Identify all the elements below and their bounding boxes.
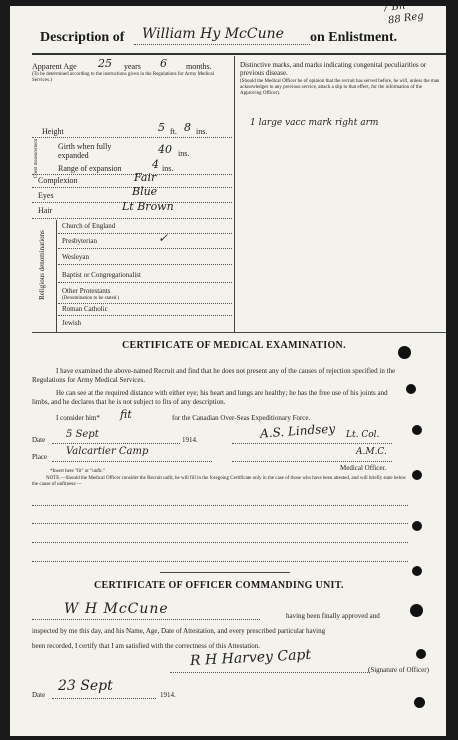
row-rule — [32, 218, 232, 219]
row-rule — [58, 303, 232, 304]
table-bottom-rule — [32, 332, 446, 333]
punch-hole — [414, 697, 425, 708]
corner-note-line2: 88 Reg — [387, 10, 425, 27]
medical-heading: CERTIFICATE OF MEDICAL EXAMINATION. — [122, 340, 346, 351]
header-rule — [32, 53, 446, 55]
row-rule — [58, 233, 232, 234]
height-ft: 5 — [158, 121, 165, 134]
recruit-name: William Hy McCune — [142, 26, 284, 42]
blank-line — [32, 505, 408, 506]
marks-heading: Distinctive marks, and marks indicating congenital peculiarities or previous disease. — [240, 61, 427, 77]
co-text1: having been finally approved and — [286, 612, 380, 620]
hair-label: Hair — [38, 206, 53, 215]
hair-value: Lt Brown — [122, 200, 174, 213]
co-recruit-name: W H McCune — [64, 601, 169, 617]
row-rule — [32, 619, 260, 620]
section-rule — [160, 572, 290, 573]
religion-divider — [56, 220, 57, 332]
row-rule — [232, 461, 392, 462]
corner-note-line1: 7 Bn — [381, 0, 406, 15]
row-rule — [32, 174, 232, 175]
row-rule — [232, 443, 392, 444]
amc-label: A.M.C. — [356, 447, 387, 457]
range-label: Range of expansion — [58, 164, 122, 173]
fit-footnote: *Insert here "fit" or "unfit." — [50, 469, 105, 474]
ins-label-range: ins. — [162, 164, 174, 173]
consider-prefix: I consider him* — [56, 414, 100, 422]
fit-value: fit — [120, 408, 132, 421]
religion-label: Religious denominations — [38, 230, 46, 300]
blank-line — [32, 523, 408, 524]
co-date-value: 23 Sept — [58, 678, 113, 694]
co-signature: R H Harvey Capt — [189, 646, 312, 670]
marks-note: (Should the Medical Officer be of opinion that the recruit has served before, he will, unless the man acknowledges to any previous service, attach a slip to that effect, for the information of the Approving Officer). — [240, 79, 440, 96]
punch-hole — [398, 346, 411, 359]
marks-entry: 1 large vacc mark right arm — [250, 118, 379, 128]
religion-church-of-england: Church of England — [62, 222, 116, 230]
height-in: 8 — [184, 121, 191, 134]
row-rule — [52, 443, 180, 444]
religion-roman-catholic: Roman Catholic — [62, 305, 108, 313]
punch-hole — [412, 521, 422, 531]
row-rule — [52, 461, 212, 462]
row-rule — [170, 672, 370, 673]
row-rule — [58, 282, 232, 283]
range-value: 4 — [152, 158, 159, 171]
table-divider — [234, 56, 235, 332]
medical-para2: He can see at the required distance with either eye; his heart and lungs are healthy; he has the free use of his joints and limbs, and he declares that he is not subject to fits of any description. — [32, 389, 388, 406]
ft-label: ft. — [170, 127, 177, 136]
punch-hole — [406, 384, 416, 394]
medical-officer-signature: A.S. Lindsey — [259, 421, 336, 441]
ins-label-girth: ins. — [178, 149, 190, 158]
unfit-note: NOTE.—Should the Medical Officer consider the Recruit unfit, he will fill in the foregoing Certificate only in the case of those who have been attested, and will briefly state below the cause of unfitness:— — [32, 476, 407, 487]
co-text2: inspected by me this day, and his Name, Age, Date of Attestation, and every prescribed particular having — [32, 627, 326, 635]
complexion-value: Fair — [134, 171, 157, 184]
height-label: Height — [42, 127, 64, 136]
eyes-label: Eyes — [38, 191, 54, 200]
co-text3: been recorded, I certify that I am satisfied with the correctness of this Attestation. — [32, 642, 261, 650]
apparent-age-label: Apparent Age — [32, 62, 77, 71]
consider-suffix: for the Canadian Over-Seas Expeditionary Force. — [172, 414, 311, 422]
commanding-heading: CERTIFICATE OF OFFICER COMMANDING UNIT. — [94, 580, 344, 591]
religion-other-protestants: Other Protestants — [62, 287, 111, 295]
medical-officer-rank: Lt. Col. — [346, 430, 380, 440]
religion-baptist: Baptist or Congregationalist — [62, 271, 141, 279]
blank-line — [32, 542, 408, 543]
title-right: on Enlistment. — [310, 30, 398, 45]
age-years: 25 — [98, 57, 112, 70]
punch-hole — [412, 566, 422, 576]
ins-label-height: ins. — [196, 127, 208, 136]
punch-hole — [412, 470, 422, 480]
complexion-label: Complexion — [38, 176, 78, 185]
title-left: Description of — [40, 30, 125, 45]
years-label: years — [124, 62, 141, 71]
co-date-label: Date — [32, 691, 46, 699]
punch-hole — [416, 649, 426, 659]
months-label: months. — [186, 62, 212, 71]
religion-check-mark: ✓ — [158, 231, 169, 245]
place-label: Place — [32, 453, 48, 461]
punch-hole — [410, 604, 423, 617]
age-months: 6 — [160, 57, 167, 70]
religion-jewish: Jewish — [62, 319, 82, 327]
place-value: Valcartier Camp — [66, 446, 149, 457]
attestation-page — [10, 0, 446, 736]
religion-presbyterian: Presbyterian — [62, 237, 97, 245]
name-rule — [134, 44, 310, 45]
row-rule — [52, 698, 156, 699]
religion-other-note: (Denomination to be stated.) — [62, 296, 120, 301]
row-rule — [58, 264, 232, 265]
religion-wesleyan: Wesleyan — [62, 253, 90, 261]
co-year: 1914. — [160, 691, 176, 699]
medical-officer-label: Medical Officer. — [340, 464, 387, 472]
medical-para1: I have examined the above-named Recruit and find that he does not present any of the causes of rejection specified in the Regulations for Army Medical Services. — [32, 367, 396, 384]
blank-line — [32, 561, 408, 562]
co-signature-label: (Signature of Officer) — [368, 666, 429, 674]
eyes-value: Blue — [132, 185, 158, 198]
medical-year: 1914. — [182, 436, 198, 444]
girth-label: Girth when fully expanded — [58, 142, 112, 160]
chest-label: Chest measurement — [34, 138, 39, 178]
girth-value: 40 — [158, 143, 172, 156]
row-rule — [32, 137, 232, 138]
age-note: (To be determined according to the instructions given in the Regulations for Army Medical Services.) — [32, 72, 214, 83]
row-rule — [58, 248, 232, 249]
row-rule — [58, 315, 232, 316]
medical-date-label: Date — [32, 436, 46, 444]
medical-date-value: 5 Sept — [66, 429, 99, 440]
punch-hole — [412, 425, 422, 435]
